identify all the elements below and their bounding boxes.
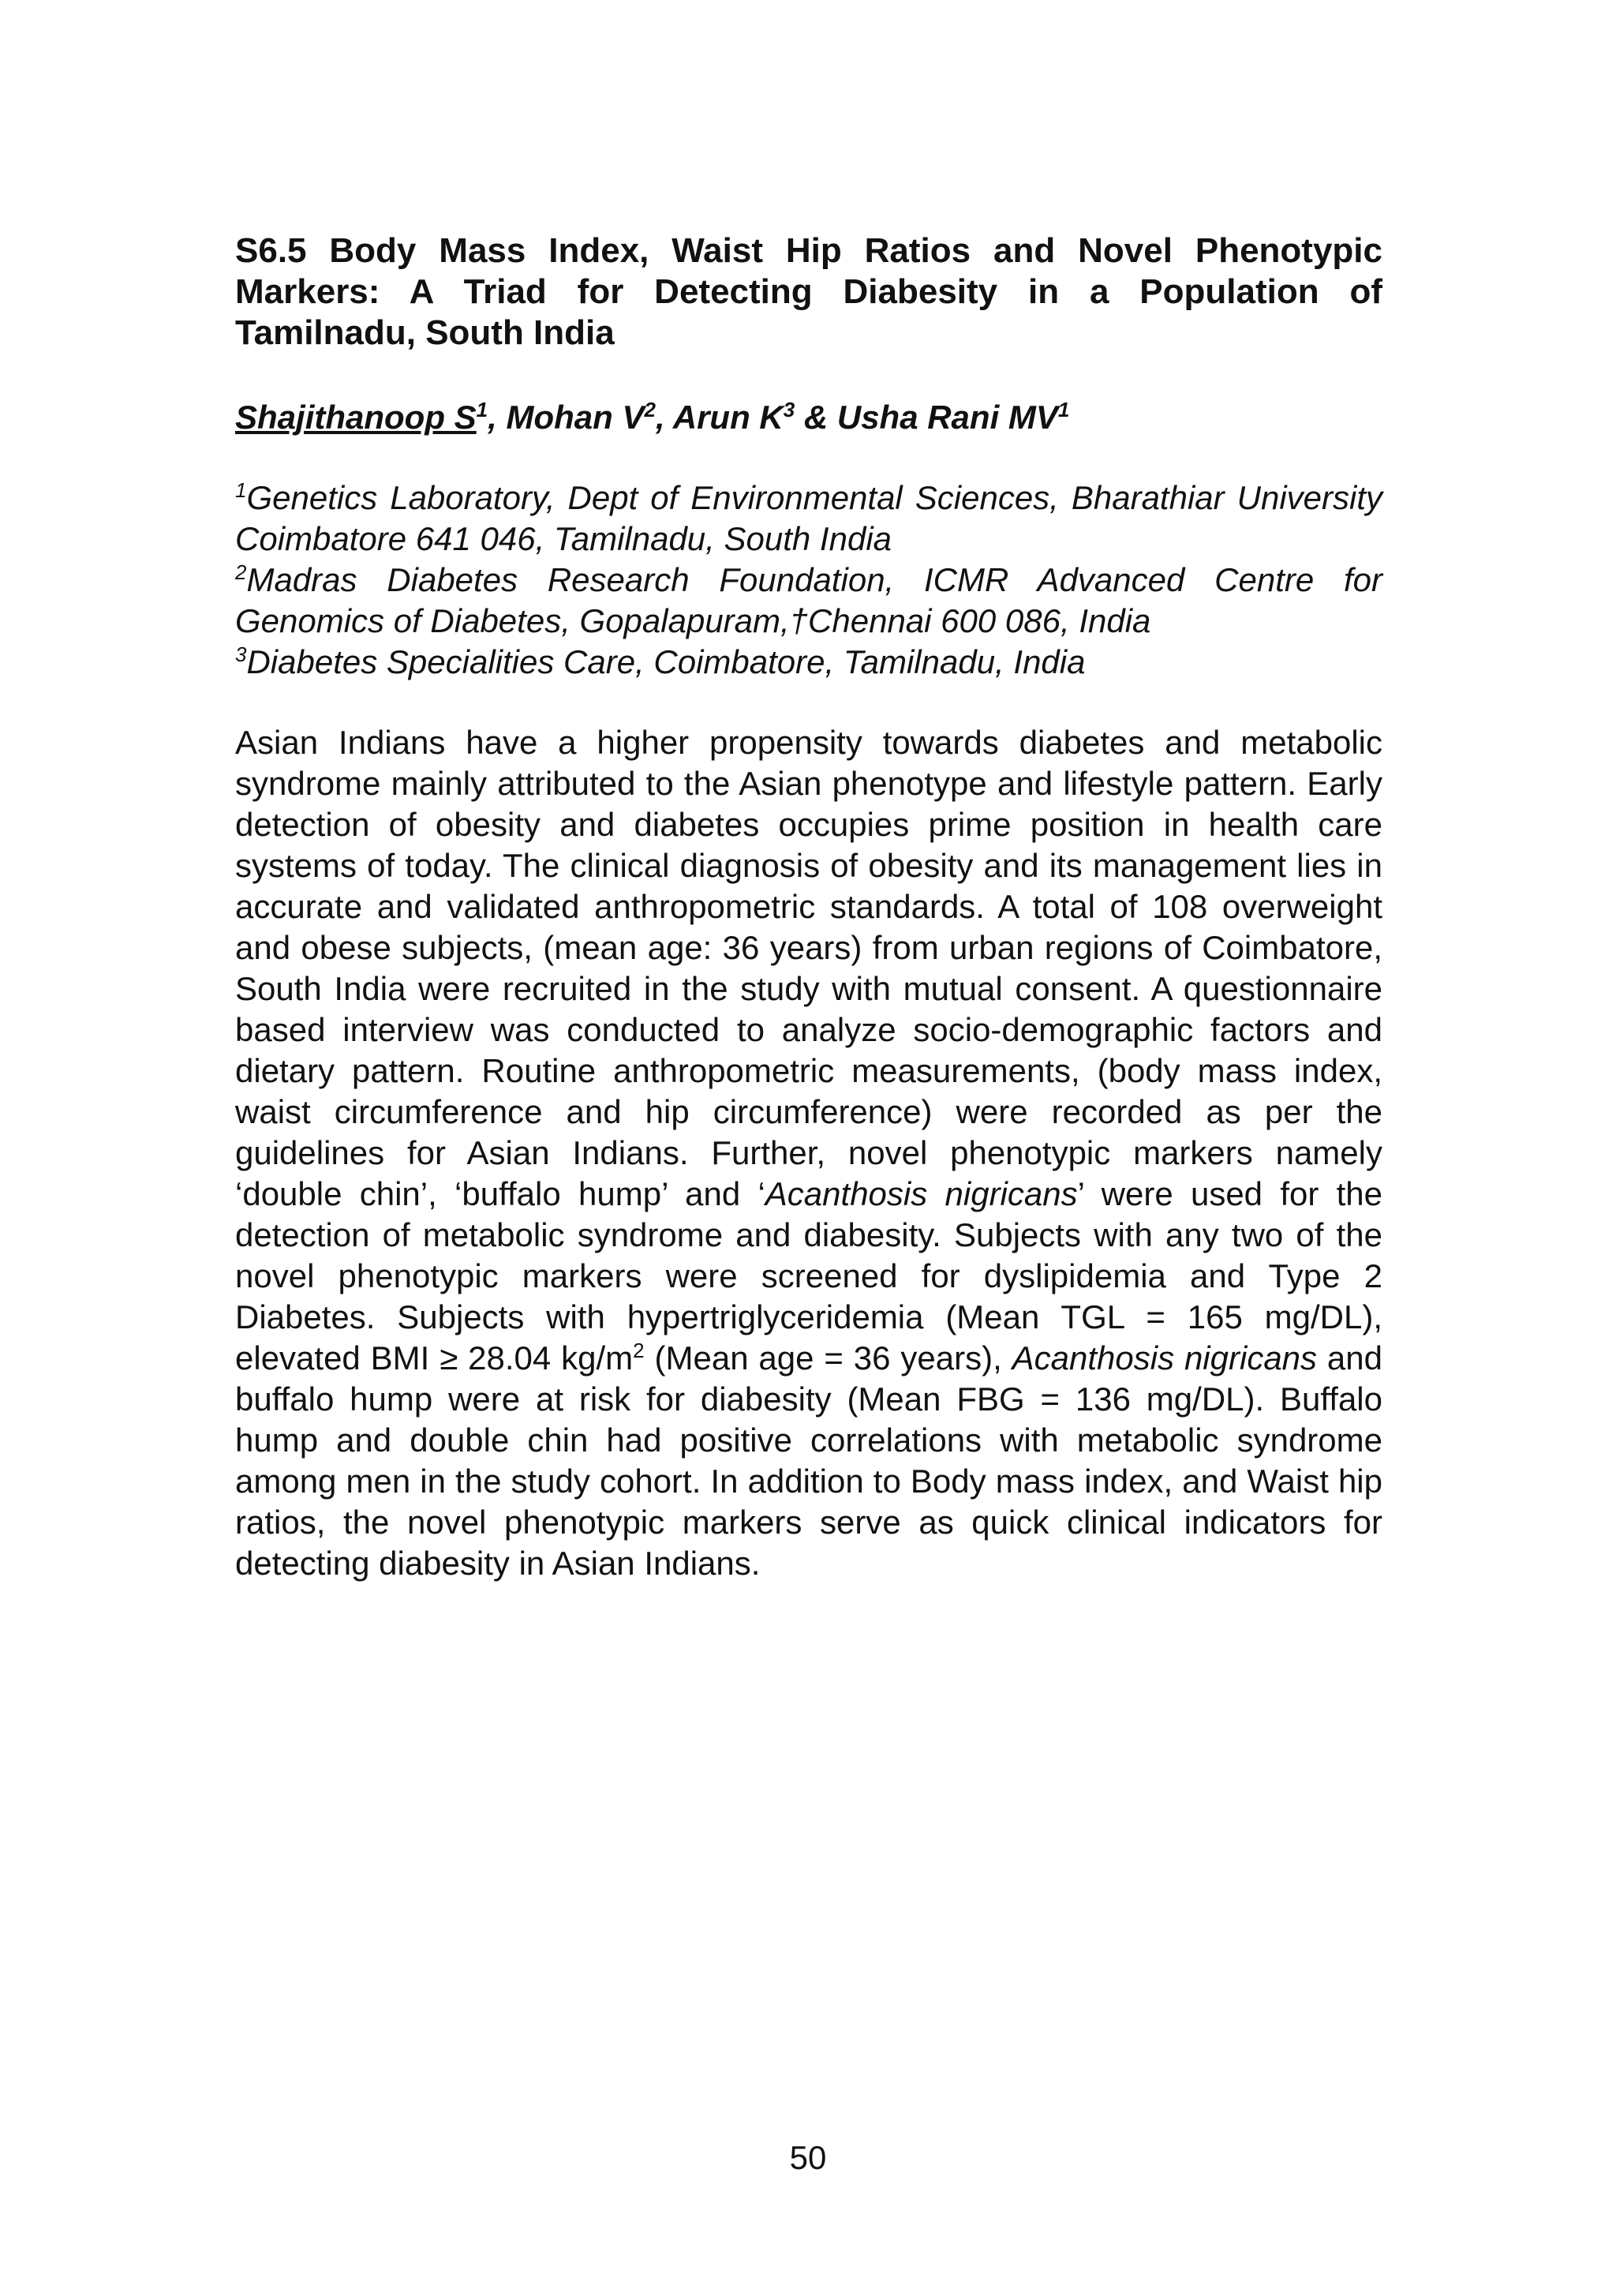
affiliation-number: 2 <box>235 560 247 584</box>
page-number: 50 <box>789 2139 827 2176</box>
affiliation-item <box>235 642 1382 683</box>
author-name: , Arun K <box>655 399 784 436</box>
abstract-content <box>235 230 1382 1617</box>
affiliation-number: 3 <box>235 642 247 666</box>
superscript: 2 <box>633 1339 645 1362</box>
affiliation-item <box>235 560 1382 642</box>
abstract-italic-term: Acanthosis nigricans <box>1012 1339 1318 1376</box>
presenting-author: Shajithanoop S <box>235 399 477 436</box>
affiliation-list <box>235 478 1382 683</box>
author-name: , Mohan V <box>488 399 645 436</box>
affiliation-marker: 3 <box>783 398 795 421</box>
affiliation-marker: 1 <box>1057 398 1070 421</box>
title-line: S6.5 Body Mass Index, Waist Hip Ratios and Novel Phenotypic <box>235 231 1382 270</box>
affiliation-text: Diabetes Specialities Care, Coimbatore, Tamilnadu, India <box>246 643 1086 680</box>
affiliation-marker: 1 <box>476 398 488 421</box>
affiliation-text: Madras Diabetes Research Foundation, ICMR Advanced Centre for Genomics of Diabetes, Gopalapuram,†Chennai 600 086, India <box>235 561 1382 639</box>
abstract-italic-term: Acanthosis nigricans <box>765 1175 1078 1212</box>
abstract-text: (Mean age = 36 years), <box>644 1339 1012 1376</box>
abstract-text: and buffalo hump were at risk for diabesity (Mean FBG = 136 mg/DL). Buffalo hump and double chin had positive correlations with metabolic syndrome among men in the study cohort. In addition to Body mass index, and Waist hip ratios, the novel phenotypic markers serve as quick clinical indicators for detecting diabesity in Asian Indians. <box>235 1339 1383 1582</box>
affiliation-number: 1 <box>235 478 247 502</box>
abstract-text: ’ were used for the detection of metabolic syndrome and diabesity. Subjects with any two of the novel phenotypic markers were screened for dyslipidemia and Type 2 Diabetes. Subjects with hypertriglyceridemia (Mean TGL = 165 mg/DL), elevated BMI ≥ 28.04 kg/m <box>235 1175 1382 1376</box>
affiliation-text: Genetics Laboratory, Dept of Environmental Sciences, Bharathiar University Coimbatore 641 046, Tamilnadu, South India <box>235 479 1382 557</box>
abstract-body <box>235 722 1382 1584</box>
affiliation-marker: 2 <box>644 398 656 421</box>
author-name: & Usha Rani MV <box>795 399 1058 436</box>
author-list <box>235 397 1382 438</box>
abstract-title <box>235 230 1382 354</box>
title-line: Tamilnadu, South India <box>235 313 615 352</box>
title-line: Markers: A Triad for Detecting Diabesity in a Population of <box>235 272 1382 311</box>
affiliation-item <box>235 478 1382 560</box>
abstract-text: Asian Indians have a higher propensity towards diabetes and metabolic syndrome mainly attributed to the Asian phenotype and lifestyle pattern. Early detection of obesity and diabetes occupies prime position in health care systems of today. The clinical diagnosis of obesity and its management lies in accurate and validated anthropometric standards. A total of 108 overweight and obese subjects, (mean age: 36 years) from urban regions of Coimbatore, South India were recruited in the study with mutual consent. A questionnaire based interview was conducted to analyze socio-demographic factors and dietary pattern. Routine anthropometric measurements, (body mass index, waist circumference and hip circumference) were recorded as per the guidelines for Asian Indians. Further, novel phenotypic markers namely ‘double chin’, ‘buffalo hump’ and ‘ <box>235 724 1382 1212</box>
